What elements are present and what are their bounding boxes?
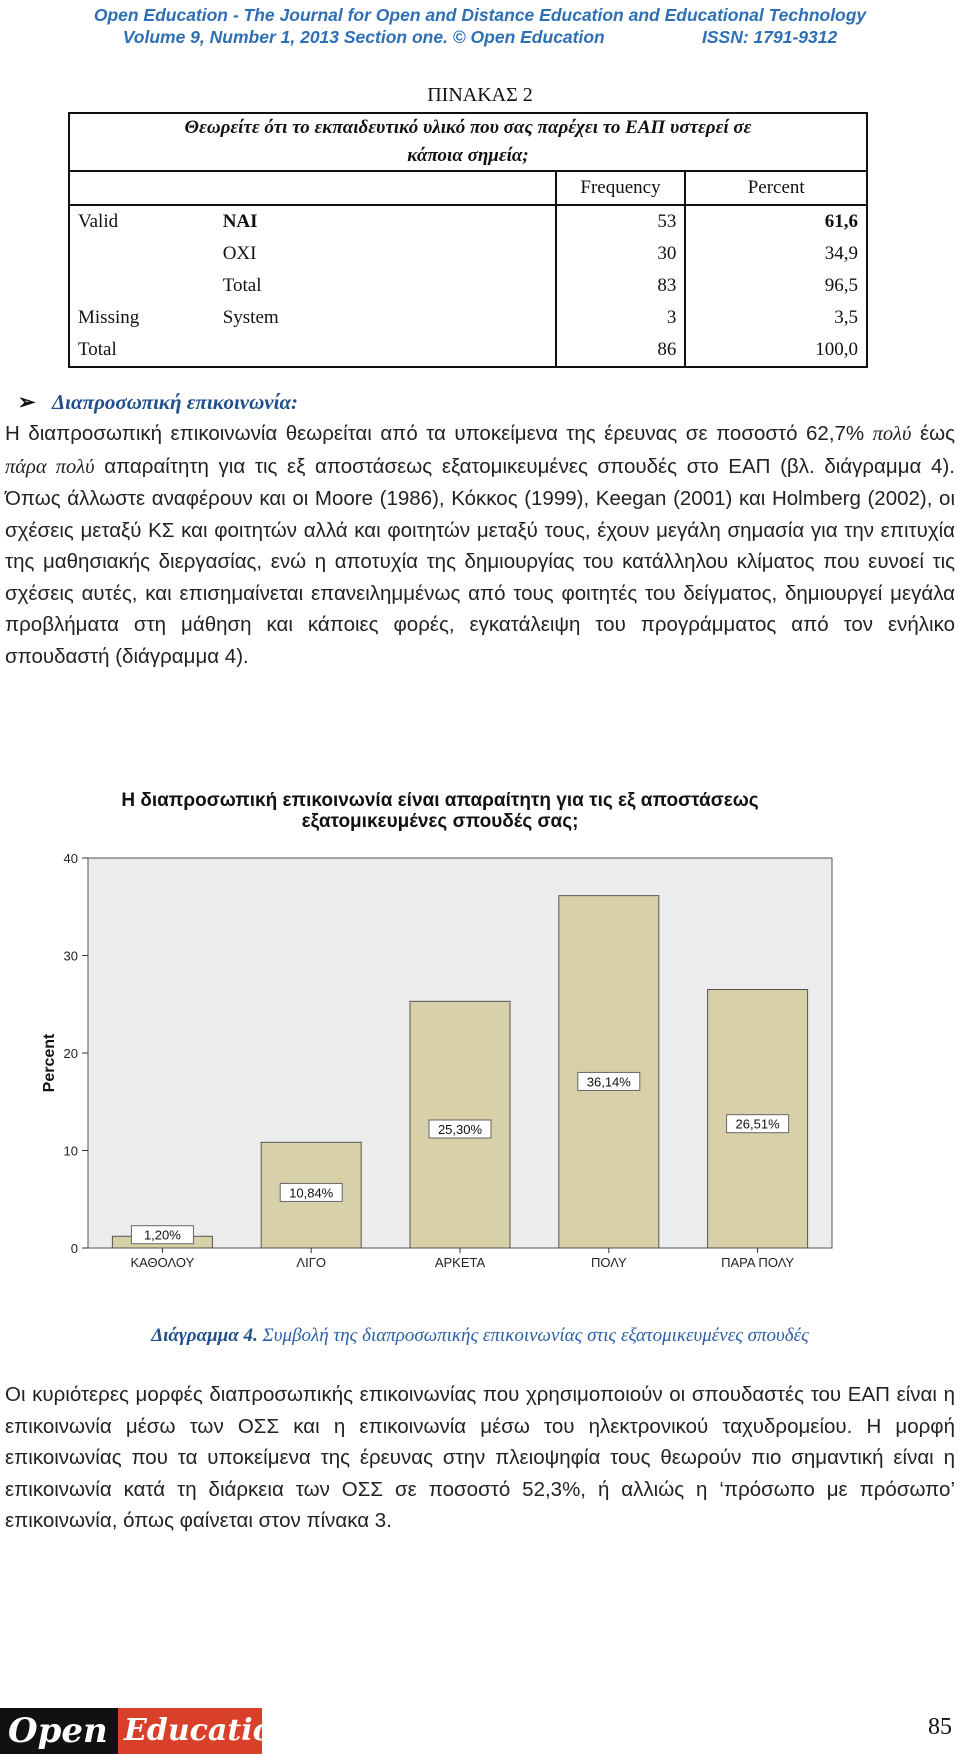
table-caption: ΠΙΝΑΚΑΣ 2 [427,84,533,106]
table-question-line1: Θεωρείτε ότι το εκπαιδευτικό υλικό που σας παρέχει το ΕΑΠ υστερεί σε [184,117,752,138]
x-tick-label: ΚΑΘΟΛΟΥ [130,1255,195,1270]
journal-issn: ISSN: 1791-9312 [701,27,838,47]
row-group [69,238,215,270]
row-frequency: 30 [556,238,686,270]
row-label: Total [222,275,262,296]
table-question [69,113,867,171]
page-number: 85 [928,1714,952,1740]
row-label [215,334,556,367]
paragraph-text: έως [911,422,955,445]
figure-caption-label: Διάγραμμα 4. [151,1325,258,1346]
journal-copyright: © Open Education [452,27,605,47]
x-tick-label: ΠΟΛΥ [590,1255,627,1270]
figure-caption [0,1325,960,1347]
figure-caption-text: Συμβολή της διαπροσωπικής επικοινωνίας στις εξατομικευμένες σπουδές [257,1325,809,1346]
section-heading [18,390,299,415]
x-tick-label: ΠΑΡΑ ΠΟΛΥ [721,1255,795,1270]
arrow-bullet-icon: ➢ [18,390,36,414]
row-percent: 3,5 [685,302,867,334]
row-group: Missing [69,302,215,334]
table-question-row [69,113,867,171]
row-percent: 61,6 [685,205,867,238]
chart-title [40,790,840,832]
paragraph-text: απαραίτητη για τις εξ αποστάσεως εξατομικευμένες σπουδές στο ΕΑΠ (βλ. διάγραμμα 4). Όπως άλλωστε αναφέρουν και οι Moore (1986), Κόκκος (1999), Keegan (2001) και Holmberg (2002), οι σχέσεις μεταξύ ΚΣ και φοιτητών αλλά και φοιτητών μεταξύ τους, έχουν μεγάλη σημασία για την επιτυχία της μαθησιακής διεργασίας, ενώ η αποτυχία της δημιουργίας του κατάλληλου κλίματος που ευνοεί τις σχέσεις αυτές, και επισημαίνεται επανειλημμένως από τους φοιτητές του δείγματος, δημιουργεί μεγάλα προβλήματα στη μάθηση και κάποιες φορές, εγκατάλειψη του προγράμματος από τον ενήλικο σπουδαστή (διάγραμμα 4). [5,454,955,668]
paragraph-emphasis: πάρα πολύ [5,455,95,478]
journal-volume: Volume 9, Number 1, 2013 Section one. [122,27,448,47]
x-tick-label: ΑΡΚΕΤΑ [434,1255,486,1270]
section-title-text: Διαπροσωπική επικοινωνία: [52,390,299,414]
row-frequency: 53 [556,205,686,238]
x-tick-label: ΛΙΓΟ [296,1255,326,1270]
y-tick-label: 30 [63,948,78,964]
bar [559,896,659,1248]
body-paragraph-1 [5,418,955,672]
logo-education: Education [118,1708,262,1754]
row-percent: 34,9 [685,238,867,270]
paragraph-emphasis: πολύ [872,423,912,445]
journal-issue-line [0,26,960,48]
data-label: 10,84% [289,1185,334,1201]
table-row [69,302,867,334]
open-education-logo [0,1708,295,1754]
table-row [69,238,867,270]
data-label: 1,20% [143,1227,181,1243]
row-percent: 96,5 [685,270,867,302]
y-axis-label: Percent [41,1033,58,1093]
data-label: 36,14% [586,1074,631,1090]
data-label: 26,51% [735,1116,780,1132]
row-group: Valid [69,205,215,238]
col-header-frequency: Frequency [556,171,686,205]
body-paragraph-2: Οι κυριότερες μορφές διαπροσωπικής επικοινωνίας που χρησιμοποιούν οι σπουδαστές του ΕΑΠ είναι η επικοινωνία μέσω των ΟΣΣ και η επικοινωνία μέσω του ηλεκτρονικού ταχυδρομείου. Η μορφή επικοινωνίας που τα υποκείμενα της έρευνας στην πλειοψηφία τους θεωρούν πιο σημαντική είναι η επικοινωνία κατά τη διάρκεια των ΟΣΣ σε ποσοστό 52,3%, ή αλλιώς η ‘πρόσωπο με πρόσωπο’ επικοινωνία, όπως φαίνεται στον πίνακα 3. [5,1383,955,1532]
y-tick-label: 10 [63,1143,78,1159]
frequency-table [68,112,868,368]
row-label: ΝΑΙ [222,211,258,232]
y-tick-label: 20 [63,1046,78,1061]
data-label: 25,30% [437,1121,483,1137]
logo-open: Open [0,1708,118,1754]
bar-chart [20,840,840,1290]
row-frequency: 86 [556,334,686,367]
y-tick-label: 40 [63,851,78,866]
row-group [69,270,215,302]
table-question-line2: κάποια σημεία; [407,145,529,166]
row-frequency: 3 [556,302,686,334]
table-header-row [69,171,867,205]
row-label: ΟΧΙ [222,243,257,264]
row-frequency: 83 [556,270,686,302]
chart-title-line1: Η διαπροσωπική επικοινωνία είναι απαραίτητη για τις εξ αποστάσεως [121,790,759,811]
table-row [69,205,867,238]
y-tick-label: 0 [70,1241,78,1256]
table-row [69,334,867,367]
chart-title-line2: εξατομικευμένες σπουδές σας; [301,811,579,832]
table-row [69,270,867,302]
row-percent: 100,0 [685,334,867,367]
row-group: Total [69,334,215,367]
paragraph-text: Η διαπροσωπική επικοινωνία θεωρείται από τα υποκείμενα της έρευνας σε ποσοστό 62,7% [5,422,873,445]
journal-title: Open Education - The Journal for Open and Distance Education and Educational Technology [93,5,867,25]
row-label: System [222,307,279,328]
col-header-percent: Percent [685,171,867,205]
journal-header [0,4,960,48]
